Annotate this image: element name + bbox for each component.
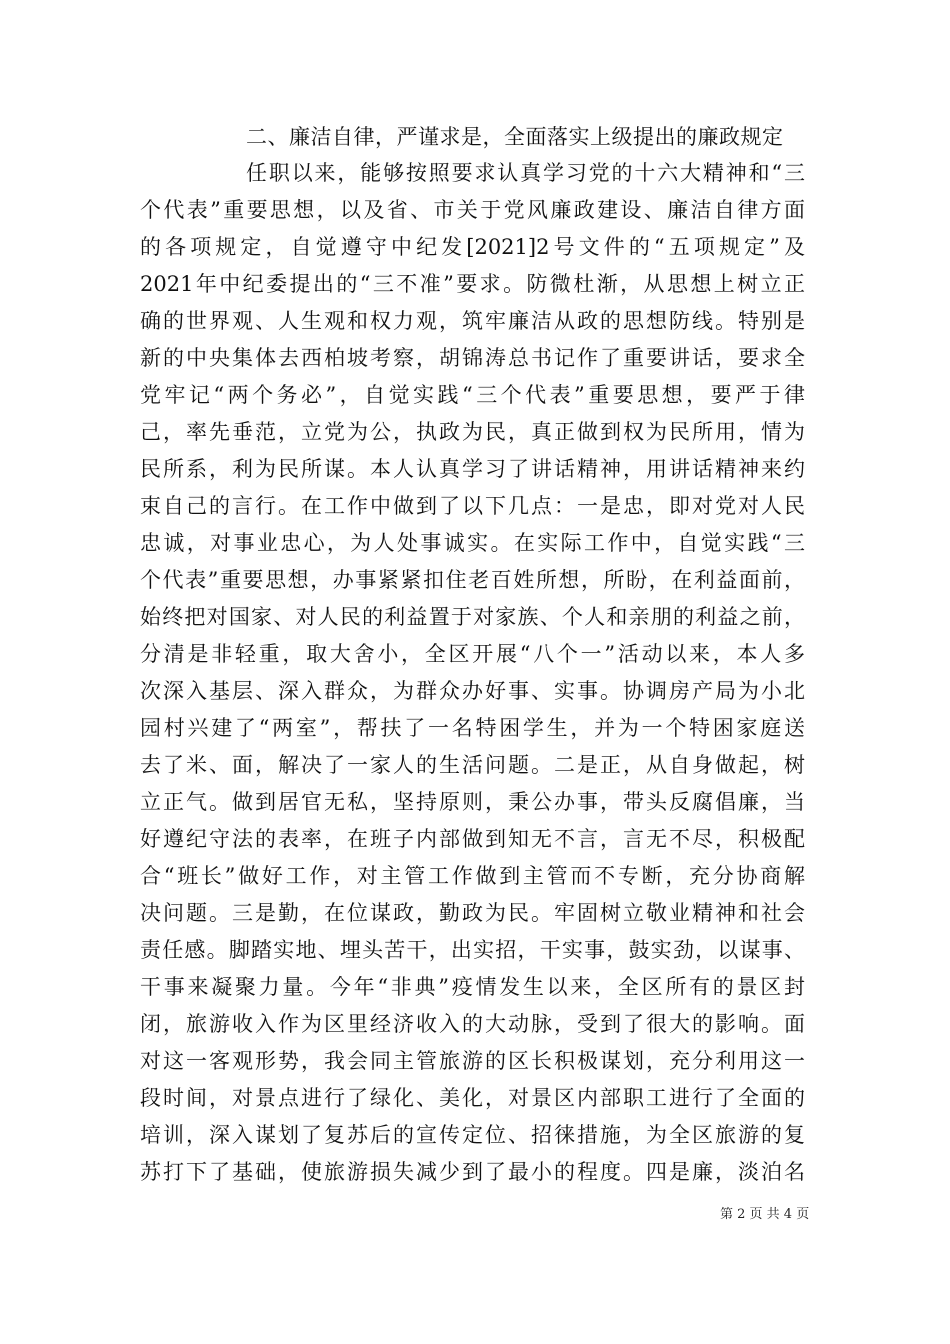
text-line: 的各项规定，自觉遵守中纪发[2021]2号文件的“五项规定”及 bbox=[140, 235, 805, 259]
text-line: 确的世界观、人生观和权力观，筑牢廉洁从政的思想防线。特别是 bbox=[140, 309, 805, 333]
text-line: 新的中央集体去西柏坡考察，胡锦涛总书记作了重要讲话，要求全 bbox=[140, 346, 805, 370]
text-line: 段时间，对景点进行了绿化、美化，对景区内部职工进行了全面的 bbox=[140, 1086, 805, 1110]
text-line: 对这一客观形势，我会同主管旅游的区长积极谋划，充分利用这一 bbox=[140, 1049, 805, 1073]
text-line: 苏打下了基础，使旅游损失减少到了最小的程度。四是廉，淡泊名 bbox=[140, 1160, 805, 1184]
text-line: 好遵纪守法的表率，在班子内部做到知无不言，言无不尽，积极配 bbox=[140, 827, 805, 851]
text-line: 个代表”重要思想，以及省、市关于党风廉政建设、廉洁自律方面 bbox=[140, 198, 805, 222]
text-line: 分清是非轻重，取大舍小，全区开展“八个一”活动以来，本人多 bbox=[140, 642, 805, 666]
page-number-footer: 第 2 页 共 4 页 bbox=[720, 1207, 810, 1222]
text-line: 束自己的言行。在工作中做到了以下几点：一是忠，即对党对人民 bbox=[140, 494, 805, 518]
text-line: 始终把对国家、对人民的利益置于对家族、个人和亲朋的利益之前， bbox=[140, 605, 805, 629]
text-line: 合“班长”做好工作，对主管工作做到主管而不专断，充分协商解 bbox=[140, 864, 805, 888]
text-line: 忠诚，对事业忠心，为人处事诚实。在实际工作中，自觉实践“三 bbox=[140, 531, 805, 555]
section-heading: 二、廉洁自律，严谨求是，全面落实上级提出的廉政规定 bbox=[246, 125, 784, 149]
text-line: 闭，旅游收入作为区里经济收入的大动脉，受到了很大的影响。面 bbox=[140, 1012, 805, 1036]
text-line: 次深入基层、深入群众，为群众办好事、实事。协调房产局为小北 bbox=[140, 679, 805, 703]
text-line: 责任感。脚踏实地、埋头苦干，出实招，干实事，鼓实劲，以谋事、 bbox=[140, 938, 805, 962]
text-line: 党牢记“两个务必”，自觉实践“三个代表”重要思想，要严于律 bbox=[140, 383, 805, 407]
text-line: 去了米、面，解决了一家人的生活问题。二是正，从自身做起，树 bbox=[140, 753, 805, 777]
text-line: 决问题。三是勤，在位谋政，勤政为民。牢固树立敬业精神和社会 bbox=[140, 901, 805, 925]
body-paragraph bbox=[140, 155, 805, 1191]
text-line: 己，率先垂范，立党为公，执政为民，真正做到权为民所用，情为 bbox=[140, 420, 805, 444]
text-line: 任职以来，能够按照要求认真学习党的十六大精神和“三 bbox=[246, 161, 805, 185]
text-line: 2021年中纪委提出的“三不准”要求。防微杜渐，从思想上树立正 bbox=[140, 272, 805, 296]
text-line: 立正气。做到居官无私，坚持原则，秉公办事，带头反腐倡廉，当 bbox=[140, 790, 805, 814]
text-line: 培训，深入谋划了复苏后的宣传定位、招徕措施，为全区旅游的复 bbox=[140, 1123, 805, 1147]
text-line: 园村兴建了“两室”，帮扶了一名特困学生，并为一个特困家庭送 bbox=[140, 716, 805, 740]
text-line: 个代表”重要思想，办事紧紧扣住老百姓所想，所盼，在利益面前， bbox=[140, 568, 805, 592]
text-line: 民所系，利为民所谋。本人认真学习了讲话精神，用讲话精神来约 bbox=[140, 457, 805, 481]
text-line: 干事来凝聚力量。今年“非典”疫情发生以来，全区所有的景区封 bbox=[140, 975, 805, 999]
